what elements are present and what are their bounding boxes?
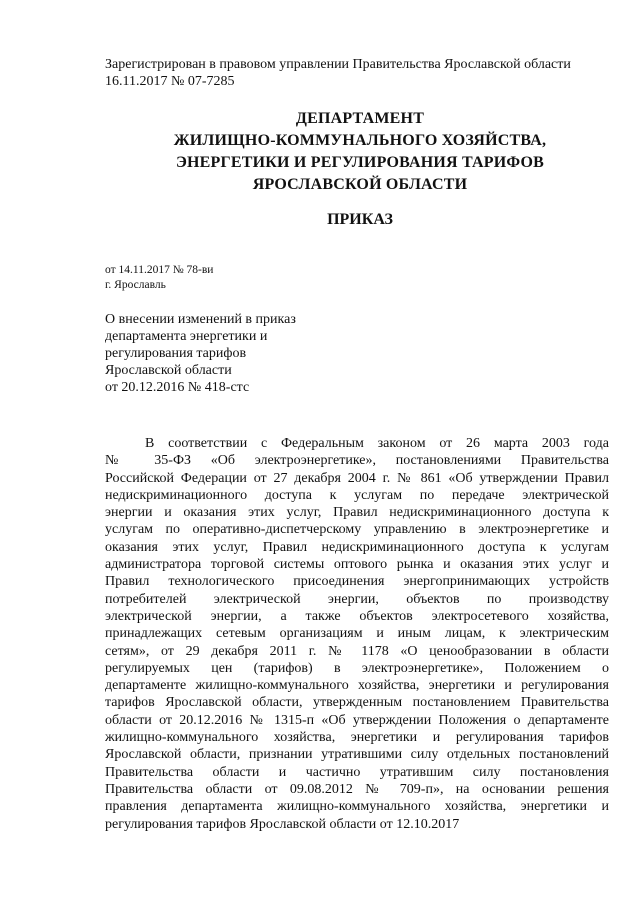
body-line: принадлежащих сетевым организациям и иным лицам, к электрическим: [105, 626, 609, 642]
department-header: [105, 108, 615, 196]
body-line: № 35-ФЗ «Об электроэнергетике», постановлениями Правительства: [105, 453, 609, 469]
subject-line: регулирования тарифов: [105, 346, 247, 361]
order-body: [105, 435, 609, 833]
order-meta: [105, 263, 213, 293]
body-line: электрической энергии, а также объектов электросетевого хозяйства,: [105, 608, 609, 624]
body-line: тарифов Ярославской области, утвержденным постановлением Правительства: [105, 695, 609, 711]
body-line: сетям», от 29 декабря 2011 г. № 1178 «О ценообразовании в области: [105, 643, 609, 659]
body-line: Правительства области от 09.08.2012 № 709-п», на основании решения: [105, 781, 609, 797]
body-line: регулирования тарифов Ярославской области от 12.10.2017: [105, 816, 460, 832]
registration-line: Зарегистрирован в правовом управлении Правительства Ярославской области: [105, 57, 571, 72]
subject-line: Ярославской области: [105, 363, 232, 378]
body-line: недискриминационного доступа к услугам по передаче электрической: [105, 487, 609, 503]
body-line: энергии и оказания этих услуг, Правил недискриминационного доступа к: [105, 505, 609, 521]
registration-note: [105, 56, 615, 90]
order-date-number: от 14.11.2017 № 78-ви: [105, 264, 214, 276]
body-line: департаменте жилищно-коммунального хозяйства, энергетики и регулирования: [105, 678, 609, 694]
body-line: администратора торговой системы оптового рынка и оказания этих услуг и: [105, 557, 609, 573]
department-line: ЖИЛИЩНО-КОММУНАЛЬНОГО ХОЗЯЙСТВА,: [173, 132, 547, 149]
body-line: Правительства области и частично утратившим силу постановления: [105, 764, 609, 780]
subject-line: О внесении изменений в приказ: [105, 312, 296, 327]
body-line: жилищно-коммунального хозяйства, энергетики и регулирования тарифов: [105, 730, 609, 746]
subject-line: от 20.12.2016 № 418-стс: [105, 380, 250, 395]
registration-number: 16.11.2017 № 07-7285: [105, 74, 235, 89]
order-city: г. Ярославль: [105, 279, 166, 291]
subject-line: департамента энергетики и: [105, 329, 268, 344]
order-title: ПРИКАЗ: [327, 211, 393, 228]
body-line: области от 20.12.2016 № 1315-п «Об утверждении Положения о департаменте: [105, 712, 609, 728]
body-line: регулируемых цен (тарифов) в электроэнергетике», Положением о: [105, 660, 609, 676]
department-line: ДЕПАРТАМЕНТ: [295, 110, 425, 127]
body-line: Российской Федерации от 27 декабря 2004 г. № 861 «Об утверждении Правил: [105, 470, 609, 486]
body-line: правления департамента жилищно-коммунального хозяйства, энергетики и: [105, 799, 609, 815]
order-subject: [105, 311, 296, 396]
department-line: ЭНЕРГЕТИКИ И РЕГУЛИРОВАНИЯ ТАРИФОВ: [175, 154, 545, 171]
body-line: услугам по оперативно-диспетчерскому управлению в электроэнергетике и: [105, 522, 609, 538]
body-line: Ярославской области, признании утратившими силу отдельных постановлений: [105, 747, 609, 763]
body-line: потребителей электрической энергии, объектов по производству: [105, 591, 609, 607]
department-line: ЯРОСЛАВСКОЙ ОБЛАСТИ: [252, 176, 468, 193]
body-line: В соответствии с Федеральным законом от 26 марта 2003 года: [145, 436, 609, 451]
body-line: Правил технологического присоединения энергопринимающих устройств: [105, 574, 609, 590]
body-line: оказания этих услуг, Правил недискриминационного доступа к услугам: [105, 539, 609, 555]
